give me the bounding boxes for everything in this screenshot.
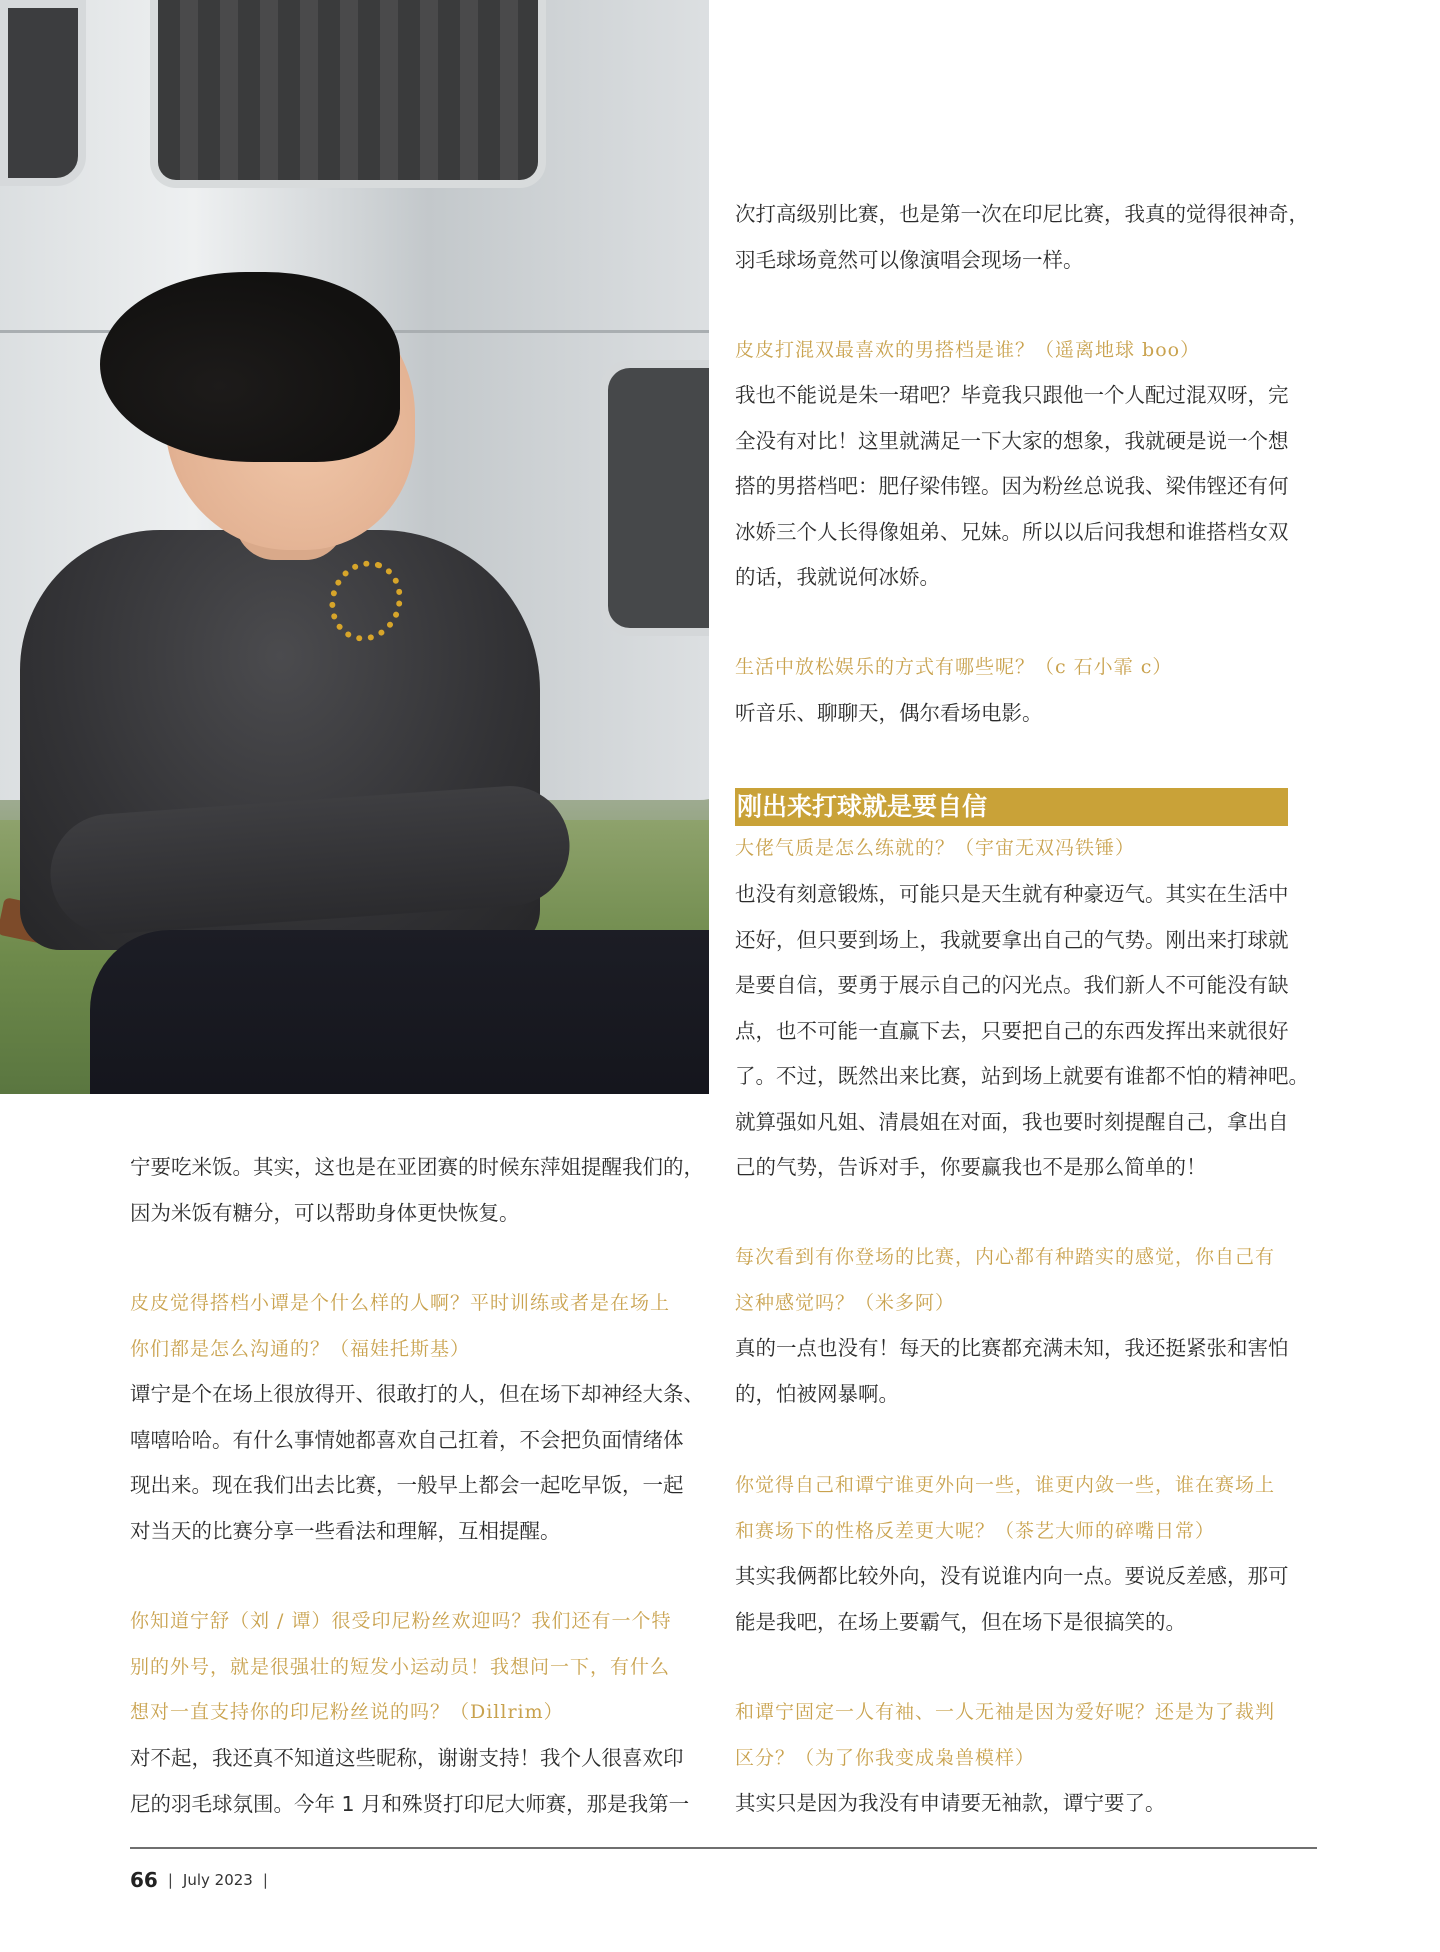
answer-line: 因为米饭有糖分，可以帮助身体更快恢复。 (130, 1200, 520, 1225)
question-paragraph (130, 1599, 710, 1736)
answer-line: 能是我吧，在场上要霸气，但在场下是很搞笑的。 (735, 1609, 1186, 1634)
trailer-window (0, 0, 86, 186)
answer-line: 的话，我就说何冰娇。 (735, 565, 940, 589)
answer-line: 还好，但只要到场上，我就要拿出自己的气势。刚出来打球就 (735, 927, 1289, 952)
page-number: 66 (130, 1868, 158, 1892)
footer-separator: | (262, 1871, 268, 1889)
question-line: 你知道宁舒（刘 / 谭）很受印尼粉丝欢迎吗？我们还有一个特 (130, 1610, 672, 1632)
question-paragraph (735, 1463, 1317, 1554)
answer-line: 全没有对比！这里就满足一下大家的想象，我就硬是说一个想 (735, 428, 1289, 453)
question-line: 你觉得自己和谭宁谁更外向一些，谁更内敛一些，谁在赛场上 (735, 1474, 1276, 1496)
answer-line: 对当天的比赛分享一些看法和理解，互相提醒。 (130, 1518, 561, 1543)
answer-line: 嘻嘻哈哈。有什么事情她都喜欢自己扛着，不会把负面情绪体 (130, 1427, 684, 1452)
question-line: 和赛场下的性格反差更大呢？（茶艺大师的碎嘴日常） (735, 1519, 1216, 1542)
answer-line: 真的一点也没有！每天的比赛都充满未知，我还挺紧张和害怕 (735, 1336, 1289, 1360)
question-line: 皮皮觉得搭档小谭是个什么样的人啊？平时训练或者是在场上 (130, 1292, 671, 1314)
answer-line: 听音乐、聊聊天，偶尔看场电影。 (735, 701, 1043, 725)
section-heading: 刚出来打球就是要自信 (735, 788, 1288, 826)
portrait-photo (0, 0, 709, 1094)
answer-paragraph (735, 691, 1317, 737)
answer-line: 现出来。现在我们出去比赛，一般早上都会一起吃早饭，一起 (130, 1473, 684, 1497)
question-line: 生活中放松娱乐的方式有哪些呢？（c 石小霏 c） (735, 656, 1173, 678)
footer-rule (130, 1847, 1317, 1849)
answer-line: 己的气势，告诉对手，你要赢我也不是那么简单的！ (735, 1155, 1207, 1179)
page-footer (130, 1868, 268, 1892)
question-line: 想对一直支持你的印尼粉丝说的吗？（Dillrim） (130, 1701, 564, 1723)
answer-line: 点，也不可能一直赢下去，只要把自己的东西发挥出来就很好 (735, 1018, 1289, 1043)
answer-line: 冰娇三个人长得像姐弟、兄妹。所以以后问我想和谁搭档女双 (735, 519, 1289, 544)
hair (100, 272, 400, 462)
answer-line: 其实只是因为我没有申请要无袖款，谭宁要了。 (735, 1791, 1166, 1815)
question-paragraph (735, 328, 1317, 374)
answer-line: 也没有刻意锻炼，可能只是天生就有种豪迈气。其实在生活中 (735, 882, 1289, 906)
answer-paragraph (735, 872, 1317, 1191)
answer-paragraph (735, 1781, 1317, 1827)
question-paragraph (735, 645, 1317, 691)
question-line: 大佬气质是怎么练就的？（宇宙无双冯铁锤） (735, 837, 1136, 859)
question-paragraph (735, 826, 1317, 872)
question-line: 这种感觉吗？（米多阿） (735, 1291, 956, 1314)
question-line: 区分？（为了你我变成枭兽模样） (735, 1746, 1036, 1769)
answer-line: 次打高级别比赛，也是第一次在印尼比赛，我真的觉得很神奇， (735, 202, 1309, 226)
question-line: 皮皮打混双最喜欢的男搭档是谁？（遥离地球 boo） (735, 339, 1201, 361)
trousers (90, 930, 709, 1094)
trailer-window (150, 0, 546, 188)
answer-line: 搭的男搭档吧：肥仔梁伟铿。因为粉丝总说我、梁伟铿还有何 (735, 474, 1289, 498)
answer-line: 我也不能说是朱一珺吧？毕竟我只跟他一个人配过混双呀，完 (735, 383, 1289, 407)
answer-paragraph (130, 1736, 710, 1827)
answer-paragraph (735, 1326, 1317, 1417)
answer-line: 对不起，我还真不知道这些昵称，谢谢支持！我个人很喜欢印 (130, 1746, 684, 1770)
answer-line: 的，怕被网暴啊。 (735, 1381, 899, 1406)
issue-date: July 2023 (182, 1871, 253, 1889)
question-paragraph (130, 1281, 710, 1372)
answer-line: 尼的羽毛球氛围。今年 1 月和殊贤打印尼大师赛，那是我第一 (130, 1791, 690, 1816)
question-line: 别的外号，就是很强壮的短发小运动员！我想问一下，有什么 (130, 1655, 671, 1678)
answer-line: 其实我俩都比较外向，没有说谁内向一点。要说反差感，那可 (735, 1564, 1289, 1588)
answer-line: 谭宁是个在场上很放得开、很敢打的人，但在场下却神经大条、 (130, 1382, 704, 1406)
question-line: 你们都是怎么沟通的？（福娃托斯基） (130, 1337, 471, 1360)
answer-line: 就算强如凡姐、清晨姐在对面，我也要时刻提醒自己，拿出自 (735, 1109, 1289, 1134)
answer-line: 了。不过，既然出来比赛，站到场上就要有谁都不怕的精神吧。 (735, 1064, 1309, 1088)
answer-line: 宁要吃米饭。其实，这也是在亚团赛的时候东萍姐提醒我们的， (130, 1155, 704, 1179)
question-paragraph (735, 1690, 1317, 1781)
answer-paragraph (735, 1554, 1317, 1645)
footer-separator: | (167, 1871, 173, 1889)
answer-line: 羽毛球场竟然可以像演唱会现场一样。 (735, 247, 1084, 272)
question-line: 每次看到有你登场的比赛，内心都有种踏实的感觉，你自己有 (735, 1246, 1276, 1268)
question-paragraph (735, 1235, 1317, 1326)
answer-paragraph (130, 1372, 710, 1554)
answer-paragraph (735, 192, 1317, 283)
answer-paragraph (735, 373, 1317, 601)
answer-line: 是要自信，要勇于展示自己的闪光点。我们新人不可能没有缺 (735, 973, 1289, 997)
answer-paragraph (130, 1145, 710, 1236)
trailer-window (600, 360, 709, 636)
question-line: 和谭宁固定一人有袖、一人无袖是因为爱好呢？还是为了裁判 (735, 1701, 1276, 1723)
